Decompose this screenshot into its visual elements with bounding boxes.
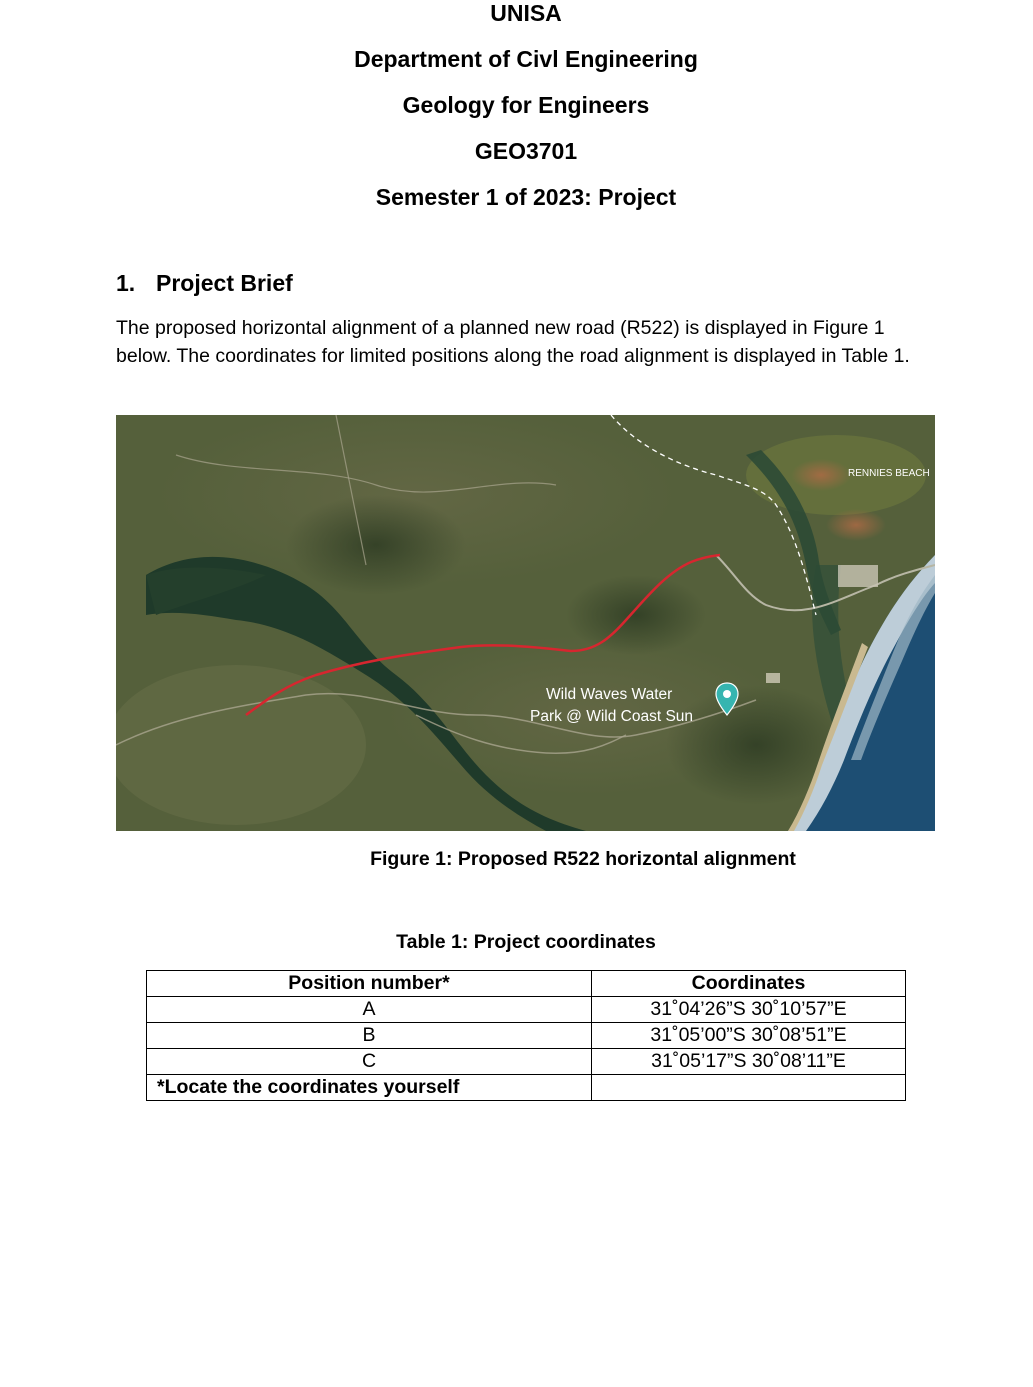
project-coordinates-table bbox=[146, 970, 906, 1101]
section-title: Project Brief bbox=[156, 270, 293, 296]
institution-title: UNISA bbox=[490, 0, 562, 26]
course-code-title: GEO3701 bbox=[474, 138, 578, 164]
table-footnote-row bbox=[147, 1075, 906, 1101]
project-brief-paragraph: The proposed horizontal alignment of a planned new road (R522) is displayed in Figure 1 below. The coordinates for limited positions along the road alignment is displayed in Table 1. bbox=[116, 317, 910, 367]
figure-caption: Figure 1: Proposed R522 horizontal alignment bbox=[370, 848, 796, 870]
coordinates-cell: 31˚05’17”S 30˚08’11”E bbox=[592, 1049, 906, 1075]
coordinates-cell: 31˚05’00”S 30˚08’51”E bbox=[592, 1023, 906, 1049]
satellite-map-figure bbox=[116, 415, 935, 831]
map-grassland bbox=[116, 665, 366, 825]
position-cell: B bbox=[147, 1023, 592, 1049]
table-row bbox=[147, 1049, 906, 1075]
table-caption: Table 1: Project coordinates bbox=[396, 931, 656, 953]
wild-waves-label-line2: Park @ Wild Coast Sun bbox=[530, 708, 694, 725]
section-heading bbox=[116, 270, 293, 297]
section-number: 1. bbox=[116, 270, 136, 296]
empty-cell bbox=[592, 1075, 906, 1101]
footnote-cell: *Locate the coordinates yourself bbox=[147, 1075, 592, 1101]
position-cell: C bbox=[147, 1049, 592, 1075]
map-bare-soil bbox=[826, 509, 886, 541]
course-name-title: Geology for Engineers bbox=[402, 92, 650, 118]
position-cell: A bbox=[147, 997, 592, 1023]
coordinates-cell: 31˚04’26”S 30˚10’57”E bbox=[592, 997, 906, 1023]
table-row bbox=[147, 1023, 906, 1049]
header-coordinates: Coordinates bbox=[592, 971, 906, 997]
map-forest bbox=[286, 495, 466, 595]
rennies-beach-label: RENNIES BEACH bbox=[848, 468, 930, 479]
map-bare-soil bbox=[791, 459, 851, 491]
map-buildings bbox=[838, 565, 878, 587]
header-position-number: Position number* bbox=[147, 971, 592, 997]
table-header-row bbox=[147, 971, 906, 997]
map-buildings bbox=[766, 673, 780, 683]
department-title: Department of Civl Engineering bbox=[354, 46, 698, 72]
map-forest bbox=[566, 575, 706, 655]
satellite-map-svg bbox=[116, 415, 935, 831]
table-row bbox=[147, 997, 906, 1023]
semester-title: Semester 1 of 2023: Project bbox=[375, 184, 677, 210]
wild-waves-label-line1: Wild Waves Water bbox=[546, 686, 673, 703]
